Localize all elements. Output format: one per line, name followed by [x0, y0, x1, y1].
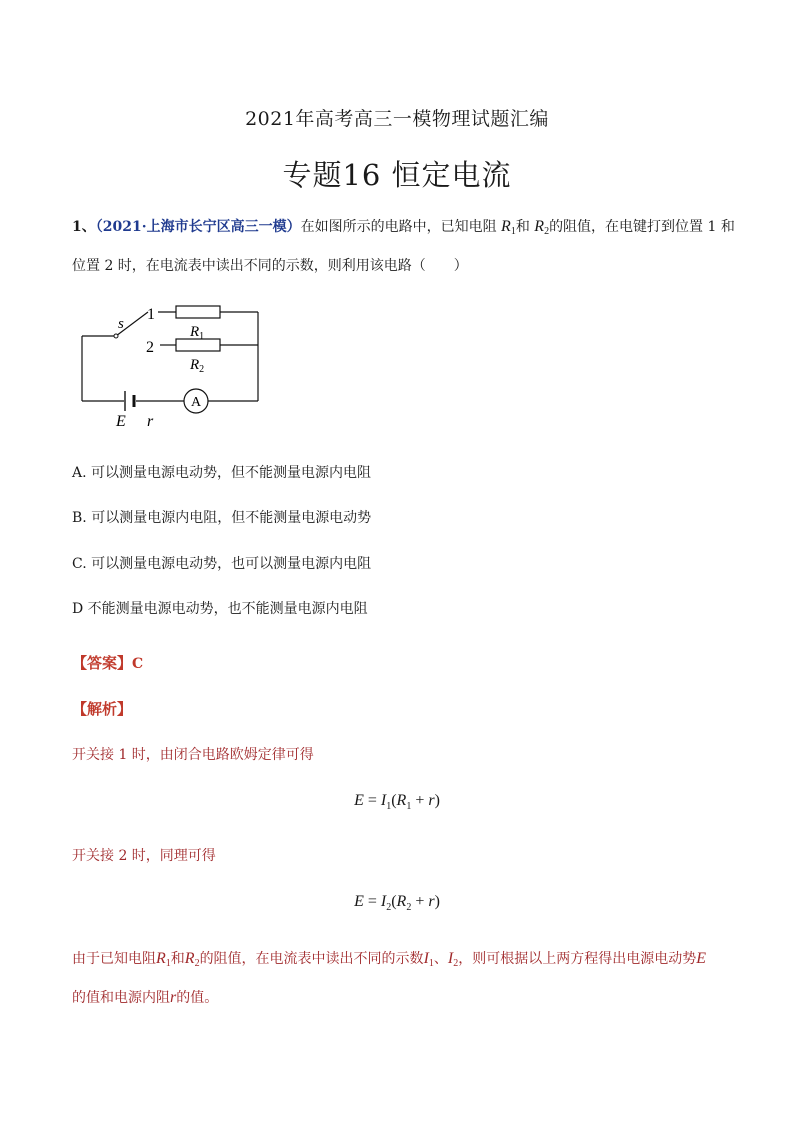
position-1-label: 1	[147, 306, 155, 323]
option-b[interactable]: B. 可以测量电源内电阻，但不能测量电源电动势	[72, 510, 372, 526]
option-d[interactable]: D 不能测量电源电动势，也不能测量电源内电阻	[72, 601, 368, 617]
question-stem-line-2: 位置 2 时，在电流表中读出不同的示数，则利用该电路（ ）	[72, 258, 468, 274]
analysis-step-1: 开关接 1 时，由闭合电路欧姆定律可得	[72, 747, 314, 763]
document-title: 2021年高考高三一模物理试题汇编	[245, 108, 549, 130]
question-number: 1、	[72, 219, 96, 235]
ammeter-symbol: A	[190, 395, 202, 410]
option-a[interactable]: A. 可以测量电源电动势，但不能测量电源内电阻	[72, 465, 372, 481]
analysis-step-2: 开关接 2 时，同理可得	[72, 848, 216, 864]
resistor-r1-body	[176, 306, 220, 318]
switch-label: s	[118, 316, 124, 332]
concl-r-symbol: r	[170, 989, 177, 1006]
answer-label: 【答案】	[72, 654, 133, 672]
concl-r1-symbol: $R_1$	[156, 950, 171, 969]
analysis-conclusion-line-2: 的值和电源内阻r的值。	[72, 989, 219, 1006]
resistor-r2-body	[176, 339, 220, 351]
internal-resistance-label: r	[147, 413, 154, 430]
equation-1: $E = I_1(R_1 + r)$	[354, 792, 440, 813]
question-source: （2021·上海市长宁区高三一模）	[95, 219, 301, 235]
question-stem-line-1	[72, 216, 735, 243]
r1-label: $R_1$	[190, 324, 205, 342]
emf-label: E	[116, 413, 126, 430]
switch-pivot	[114, 334, 118, 338]
concl-i1-symbol: $I_1$	[423, 950, 434, 969]
circuit-diagram	[70, 298, 270, 433]
question-text-b: 的阻值，在电键打到位置 1 和	[549, 219, 735, 235]
analysis-conclusion-line-1: 由于已知电阻$R_1$和$R_2$的阻值，在电流表中读出不同的示数$I_1$、$I_2$，则可根据以上两方程得出电源电动势E	[72, 950, 706, 969]
question-and: 和	[515, 219, 530, 235]
answer-line	[72, 652, 143, 673]
analysis-label: 【解析】	[72, 700, 133, 718]
answer-value: C	[132, 656, 144, 672]
concl-e-symbol: E	[696, 950, 706, 967]
question-text-a: 在如图所示的电路中，已知电阻	[300, 219, 497, 235]
equation-2: $E = I_2(R_2 + r)$	[354, 893, 440, 914]
concl-r2-symbol: $R_2$	[184, 950, 200, 969]
r1-symbol: $R_1$	[501, 218, 516, 237]
r2-symbol: $R_2$	[534, 218, 550, 237]
r2-label: $R_2$	[190, 357, 205, 375]
topic-title: 专题16 恒定电流	[282, 158, 512, 192]
option-c[interactable]: C. 可以测量电源电动势，也可以测量电源内电阻	[72, 556, 372, 572]
concl-i2-symbol: $I_2$	[447, 950, 459, 969]
position-2-label: 2	[146, 339, 154, 356]
